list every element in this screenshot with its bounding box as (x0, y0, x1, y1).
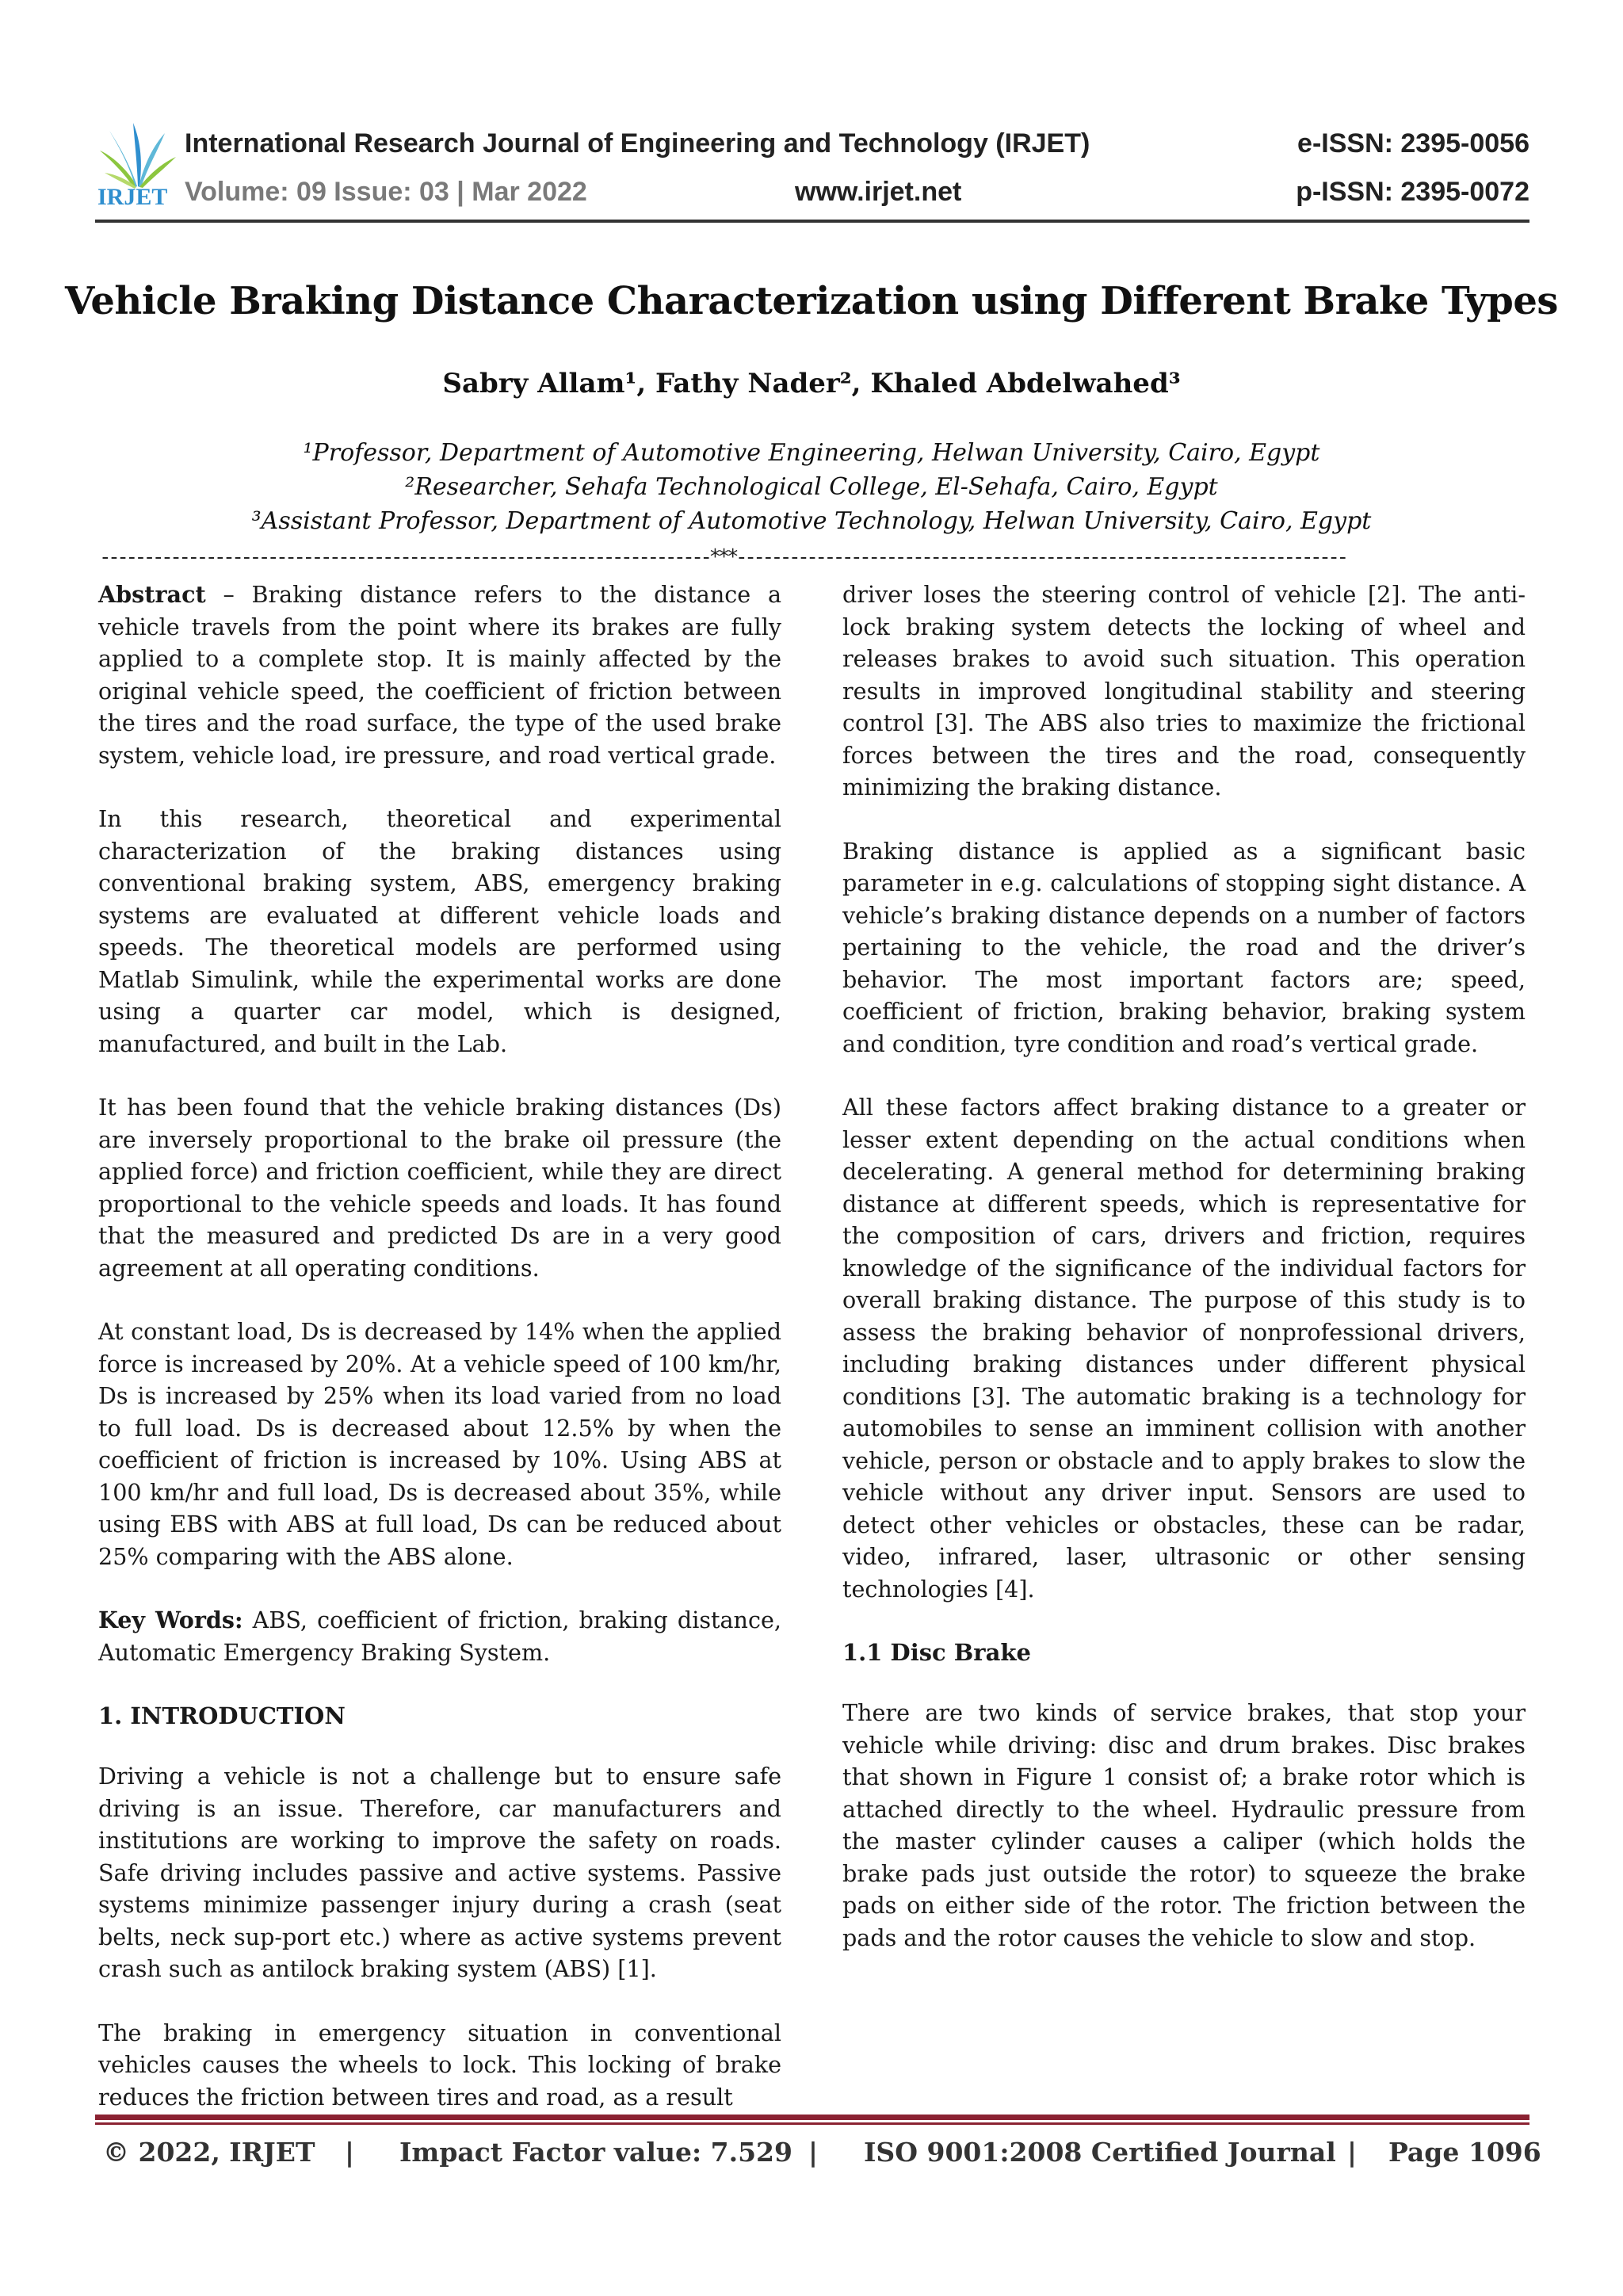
keywords-label: Key Words: (98, 1606, 243, 1633)
footer-separator-3: | (1347, 2137, 1358, 2168)
intro-paragraph-2: The braking in emergency situation in conventional vehicles causes the wheels to lock. This locking of brake reduces the friction between tires and road, as a result (98, 2019, 781, 2111)
affiliation-1: ¹Professor, Department of Automotive Engineering, Helwan University, Cairo, Egypt (303, 439, 1320, 467)
paper-title: Vehicle Braking Distance Characterization using Different Brake Types (65, 279, 1558, 323)
affiliations (0, 436, 1623, 538)
abstract-label: Abstract (98, 581, 206, 608)
affiliation-2: ²Researcher, Sehafa Technological College, El-Sehafa, Cairo, Egypt (405, 473, 1218, 501)
footer-iso: ISO 9001:2008 Certified Journal (864, 2137, 1336, 2168)
logo-text: IRJET (97, 184, 168, 210)
footer-impact-factor: Impact Factor value: 7.529 (399, 2137, 792, 2168)
section-separator: ---------------------------------------------------------------------***--------------------------------------------------------------------- (99, 545, 1346, 566)
footer-separator-1: | (345, 2137, 355, 2168)
journal-website[interactable]: www.irjet.net (795, 177, 962, 207)
footer-copyright: © 2022, IRJET (103, 2137, 315, 2168)
affiliation-3: ³Assistant Professor, Department of Automotive Technology, Helwan University, Cairo, Egypt (251, 507, 1372, 535)
keywords-text: ABS, coefficient of friction, braking distance, Automatic Emergency Braking System. (98, 1606, 781, 1666)
journal-header (94, 119, 1529, 222)
p-issn: p-ISSN: 2395-0072 (1296, 177, 1529, 207)
disc-brake-heading: 1.1 Disc Brake (842, 1639, 1031, 1666)
leaf-logo-icon (94, 119, 181, 190)
footer-rule-thick (95, 2115, 1529, 2120)
footer-separator-2: | (808, 2137, 819, 2168)
right-column (842, 579, 1526, 1985)
keywords-paragraph (98, 1604, 781, 1668)
abstract-paragraph-4: At constant load, Ds is decreased by 14% when the applied force is increased by 20%. At a vehicle speed of 100 km/hr, Ds is increased by 25% when its load varied from no load to full load. Ds is decreased about 12.5% by when the coefficient of friction is increased by 10%. Using ABS at 100 km/hr and full load, Ds is decreased about 35%, while using EBS with ABS at full load, Ds can be reduced about 25% comparing with the ABS alone. (98, 1318, 781, 1570)
volume-issue: Volume: 09 Issue: 03 | Mar 2022 (185, 177, 587, 207)
introduction-heading: 1. INTRODUCTION (98, 1702, 346, 1729)
e-issn: e-ISSN: 2395-0056 (1297, 128, 1529, 159)
footer-rule-thin (95, 2122, 1529, 2125)
page-footer (103, 2137, 1541, 2176)
left-column (98, 579, 781, 2145)
disc-brake-paragraph: There are two kinds of service brakes, that stop your vehicle while driving: disc and drum brakes. Disc brakes that shown in Figure 1 consist of; a brake rotor which is attached directly to the wheel. Hydraulic pressure from the master cylinder causes a caliper (which holds the brake pads just outside the rotor) to squeeze the brake pads on either side of the rotor. The friction between the pads and the rotor causes the vehicle to slow and stop. (842, 1699, 1526, 1951)
intro-paragraph-1: Driving a vehicle is not a challenge but to ensure safe driving is an issue. Therefore, car manufacturers and institutions are working to improve the safety on roads. Safe driving includes passive and active systems. Passive systems minimize passenger injury during a crash (seat belts, neck sup-port etc.) where as active systems prevent crash such as antilock braking system (ABS) [1]. (98, 1763, 781, 1982)
intro-paragraph-4: Braking distance is applied as a significant basic parameter in e.g. calculations of stopping sight distance. A vehicle’s braking distance depends on a number of factors pertaining to the vehicle, the road and the driver’s behavior. The most important factors are; speed, coefficient of friction, braking behavior, braking system and condition, tyre condition and road’s vertical grade. (842, 837, 1526, 1057)
abstract-paragraph-1 (98, 579, 781, 771)
abstract-text-1: – Braking distance refers to the distance a vehicle travels from the point where its brakes are fully applied to a complete stop. It is mainly affected by the original vehicle speed, the coefficient of friction between the tires and the road surface, the type of the used brake system, vehicle load, ire pressure, and road vertical grade. (98, 581, 781, 769)
footer-page-number: Page 1096 (1388, 2137, 1541, 2168)
irjet-logo (94, 119, 181, 214)
journal-name: International Research Journal of Engineering and Technology (IRJET) (185, 128, 1090, 159)
paper-authors: Sabry Allam¹, Fathy Nader², Khaled Abdelwahed³ (442, 368, 1181, 399)
intro-paragraph-3: driver loses the steering control of vehicle [2]. The anti-lock braking system detects the locking of wheel and releases brakes to avoid such situation. This operation results in improved longitudinal stability and steering control [3]. The ABS also tries to maximize the frictional forces between the tires and the road, consequently minimizing the braking distance. (842, 581, 1526, 800)
intro-paragraph-5: All these factors affect braking distance to a greater or lesser extent depending on the actual conditions when decelerating. A general method for determining braking distance at different speeds, which is representative for the composition of cars, drivers and friction, requires knowledge of the significance of the individual factors for overall braking distance. The purpose of this study is to assess the braking behavior of nonprofessional drivers, including braking distances under different physical conditions [3]. The automatic braking is a technology for automobiles to sense an imminent collision with another vehicle, person or obstacle and to apply brakes to slow the vehicle without any driver input. Sensors are used to detect other vehicles or obstacles, these can be radar, video, infrared, laser, ultrasonic or other sensing technologies [4]. (842, 1094, 1526, 1603)
abstract-paragraph-2: In this research, theoretical and experimental characterization of the braking distances using conventional braking system, ABS, emergency braking systems are evaluated at different vehicle loads and speeds. The theoretical models are performed using Matlab Simulink, while the experimental works are done using a quarter car model, which is designed, manufactured, and built in the Lab. (98, 805, 781, 1057)
header-divider (95, 220, 1529, 223)
abstract-paragraph-3: It has been found that the vehicle braking distances (Ds) are inversely proportional to the brake oil pressure (the applied force) and friction coefficient, while they are direct proportional to the vehicle speeds and loads. It has found that the measured and predicted Ds are in a very good agreement at all operating conditions. (98, 1094, 781, 1282)
